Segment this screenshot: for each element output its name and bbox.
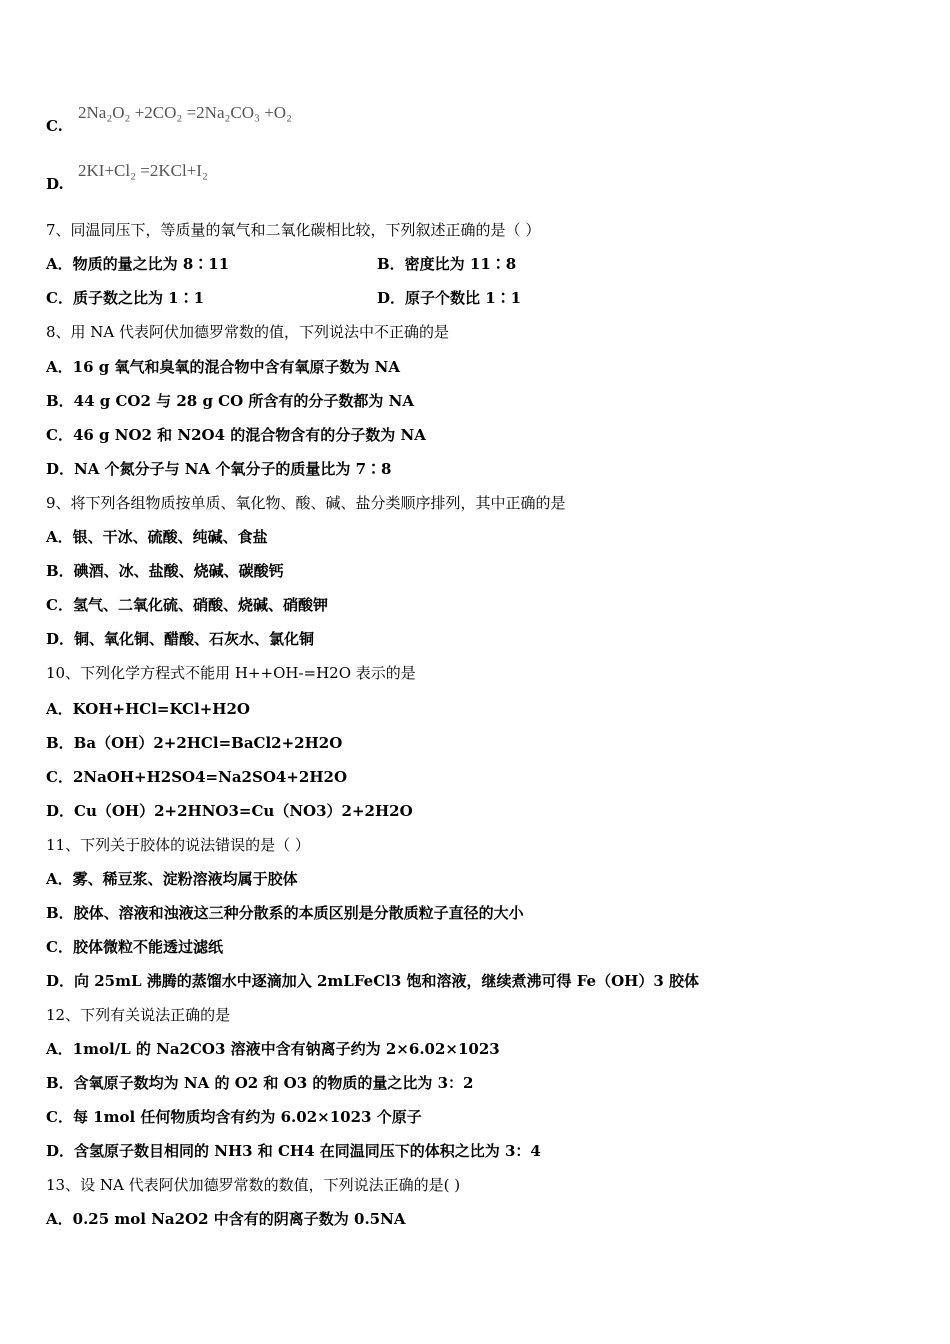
q10-option-b: B．Ba（OH）2+2HCl=BaCl2+2H2O xyxy=(46,734,343,752)
q7-option-d: D．原子个数比 1∶1 xyxy=(377,289,522,307)
q9-option-b: B．碘酒、冰、盐酸、烧碱、碳酸钙 xyxy=(46,562,284,580)
q7-option-c: C．质子数之比为 1∶1 xyxy=(46,289,205,307)
q9-option-d: D．铜、氧化铜、醋酸、石灰水、氯化铜 xyxy=(46,630,315,648)
q13-stem: 13、设 NA 代表阿伏加德罗常数的数值，下列说法正确的是( ) xyxy=(46,1176,461,1194)
q10-option-c: C．2NaOH+H2SO4=Na2SO4+2H2O xyxy=(46,768,348,786)
q8-option-b: B．44 g CO2 与 28 g CO 所含有的分子数都为 NA xyxy=(46,392,414,410)
q12-option-a: A．1mol/L 的 Na2CO3 溶液中含有钠离子约为 2×6.02×1023 xyxy=(46,1040,500,1058)
q8-stem: 8、用 NA 代表阿伏加德罗常数的值，下列说法中不正确的是 xyxy=(46,323,450,341)
q13-option-a: A．0.25 mol Na2O2 中含有的阴离子数为 0.5NA xyxy=(46,1210,406,1228)
q8-option-c: C．46 g NO2 和 N2O4 的混合物含有的分子数为 NA xyxy=(46,426,426,444)
q10-stem: 10、下列化学方程式不能用 H++OH-=H2O 表示的是 xyxy=(46,664,416,682)
q6-option-c-label: C. xyxy=(46,117,63,135)
q8-option-d: D．NA 个氮分子与 NA 个氧分子的质量比为 7∶8 xyxy=(46,460,392,478)
q12-option-d: D．含氢原子数目相同的 NH3 和 CH4 在同温同压下的体积之比为 3：4 xyxy=(46,1142,541,1160)
q7-option-b: B．密度比为 11∶8 xyxy=(377,255,517,273)
q11-option-c: C．胶体微粒不能透过滤纸 xyxy=(46,938,223,956)
q6-option-d-label: D. xyxy=(46,175,64,193)
q11-stem: 11、下列关于胶体的说法错误的是（ ） xyxy=(46,836,310,854)
q9-option-c: C．氢气、二氧化硫、硝酸、烧碱、硝酸钾 xyxy=(46,596,328,614)
q12-option-b: B．含氧原子数均为 NA 的 O2 和 O3 的物质的量之比为 3：2 xyxy=(46,1074,474,1092)
q6-option-c-equation: 2Na₂O₂ +2CO₂ =2Na₂CO₃ +O₂ xyxy=(78,103,293,122)
q11-option-d: D．向 25mL 沸腾的蒸馏水中逐滴加入 2mLFeCl3 饱和溶液，继续煮沸可得 Fe（OH）3 胶体 xyxy=(46,972,699,990)
q12-option-c: C．每 1mol 任何物质均含有约为 6.02×1023 个原子 xyxy=(46,1108,422,1126)
q12-stem: 12、下列有关说法正确的是 xyxy=(46,1006,231,1024)
q10-option-a: A．KOH+HCl=KCl+H2O xyxy=(46,700,250,718)
q11-option-b: B．胶体、溶液和浊液这三种分散系的本质区别是分散质粒子直径的大小 xyxy=(46,904,524,922)
q6-option-d-equation: 2KI+Cl₂ =2KCl+I₂ xyxy=(78,161,208,180)
q10-option-d: D．Cu（OH）2+2HNO3=Cu（NO3）2+2H2O xyxy=(46,802,413,820)
q7-option-a: A．物质的量之比为 8∶11 xyxy=(46,255,230,273)
q8-option-a: A．16 g 氧气和臭氧的混合物中含有氧原子数为 NA xyxy=(46,358,401,376)
q7-stem: 7、同温同压下，等质量的氧气和二氧化碳相比较，下列叙述正确的是（ ） xyxy=(46,221,541,239)
q9-stem: 9、将下列各组物质按单质、氧化物、酸、碱、盐分类顺序排列，其中正确的是 xyxy=(46,494,566,512)
q11-option-a: A．雾、稀豆浆、淀粉溶液均属于胶体 xyxy=(46,870,298,888)
q9-option-a: A．银、干冰、硫酸、纯碱、食盐 xyxy=(46,528,268,546)
